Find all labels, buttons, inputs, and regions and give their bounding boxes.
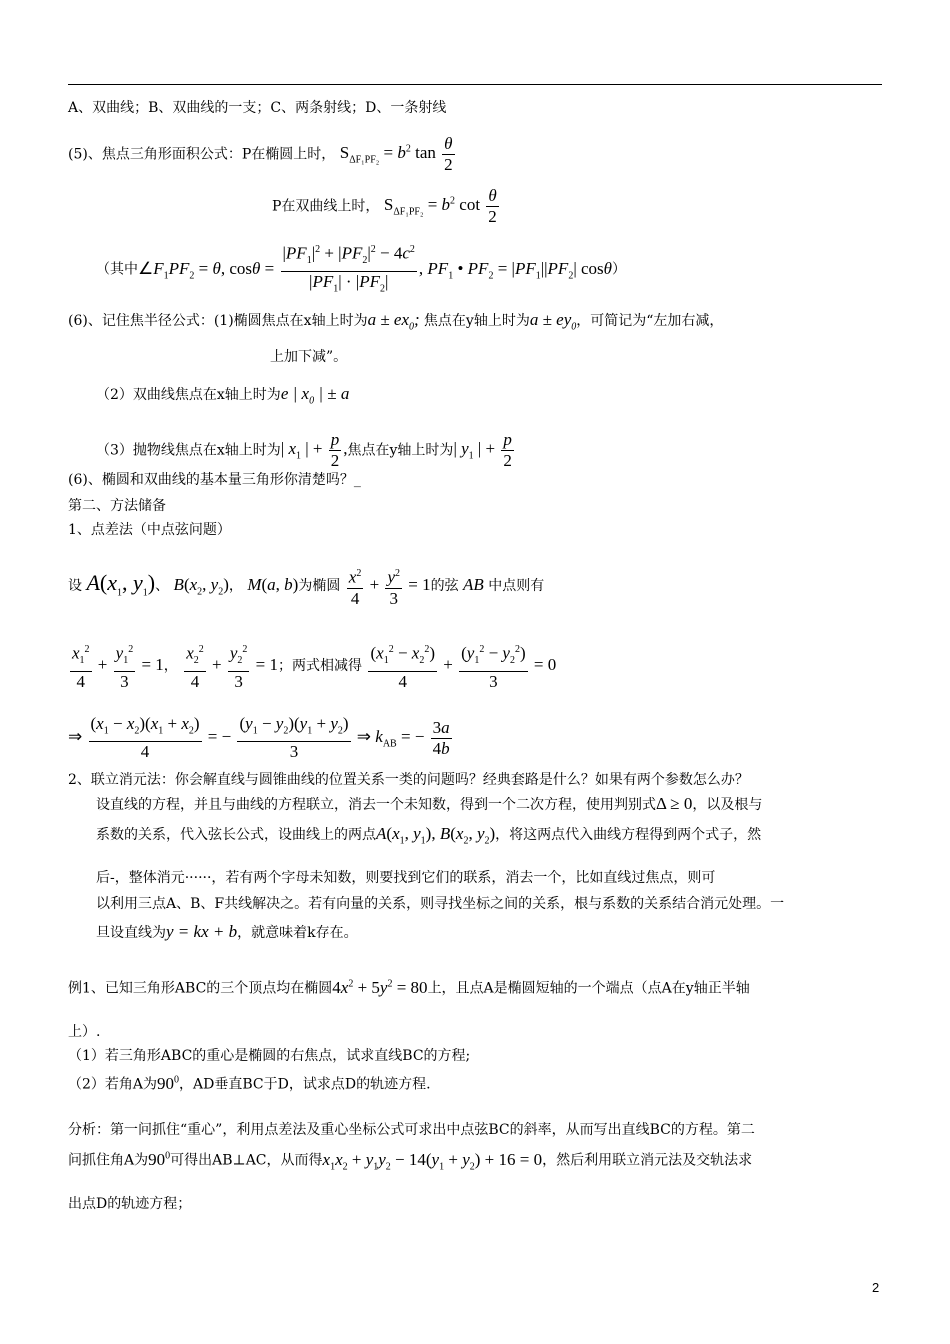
m1-chord: 的弦 bbox=[430, 578, 459, 595]
formula-ellipse-80: $4x^2 + 5y^2 = 80$ bbox=[332, 977, 428, 997]
item6-label: (6)、记住焦半径公式：(1) bbox=[68, 313, 234, 329]
method2-p5 bbox=[96, 922, 358, 943]
formula-discriminant: Δ ≥ 0 bbox=[656, 794, 693, 813]
example1-line2: 上）. bbox=[68, 1024, 101, 1040]
item6-line1 bbox=[68, 310, 723, 337]
formula-x1-p2: | $x_1$ | + $\frac{p}{2}$ , bbox=[280, 430, 348, 470]
formula-area-ellipse: $S_{\Delta F_1PF_2} = b^2$ tan $\frac{\theta}{2}$ bbox=[339, 134, 453, 174]
ex1-q2b: ，AD垂直BC于D，试求点D的轨迹方程. bbox=[179, 1076, 431, 1093]
method1-result bbox=[68, 714, 454, 762]
item6-line2 bbox=[96, 384, 349, 411]
an-2c: ，然后利用联立消元法及交轨法求 bbox=[542, 1152, 753, 1169]
formula-ab: AB bbox=[463, 575, 484, 595]
item6-parabola-x: （3）抛物线焦点在x轴上时为 bbox=[96, 442, 281, 459]
method1-setup: 设 $A(x_1$, $y_1$)、 $B(x_2$, $y_2$)， M(a, b)为椭圆 $\frac{x^2}{4}$ + $\frac{y^2}{3}$ = 1的弦 AB 中点则有 bbox=[68, 564, 544, 609]
item5-note bbox=[96, 240, 626, 299]
an-2a: 问抓住角A为 bbox=[68, 1152, 149, 1169]
formula-a-ey0: $a \pm ey_0$ bbox=[529, 310, 577, 333]
ex1-q2a: （2）若角A为 bbox=[68, 1076, 158, 1093]
m2-p1: 设直线的方程，并且与曲线的方程联立，消去一个未知数，得到一个二次方程，使用判别式 bbox=[96, 797, 656, 813]
item5-hyperbola-prefix: P在双曲线上时， bbox=[272, 198, 380, 215]
page-number: 2 bbox=[872, 1280, 880, 1295]
item6-mnemonic-cont: 上加下减”。 bbox=[270, 349, 348, 365]
item5-ellipse-prefix: P在椭圆上时， bbox=[241, 146, 336, 163]
formula-90deg: $90^0$ bbox=[157, 1073, 180, 1093]
formula-e-x0: e | $x_0$ | ± a bbox=[280, 384, 350, 407]
options-line: A、双曲线；B、双曲线的一支；C、两条射线；D、一条射线 bbox=[68, 100, 447, 116]
formula-slope: ⇒ $\frac{(x_1 - x_2)(x_1 + x_2)}{4}$ = − $\frac{(y_1 - y_2)(y_1 + y_2)}{3}$ ⇒ $k_{AB}$ = − $\frac{3a}{4b}$ bbox=[68, 714, 450, 762]
analysis-line2 bbox=[68, 1146, 752, 1177]
m2-p2b: ，将这两点代入曲线方程得到两个式子，然 bbox=[495, 827, 762, 843]
method1-equations: $\frac{x_1^2}{4}$ + $\frac{y_1^2}{3}$ = 1， $\frac{x_2^2}{4}$ + $\frac{y_2^2}{3}$ = 1；两式相减得 $\frac{(x_1^2 - x_2^2)}{4}$ + $\frac{(y_1^2 - y_2^2)}{3}$ = 0 bbox=[68, 640, 556, 692]
example1-line1 bbox=[68, 974, 750, 999]
m2-p1b: ，以及根与 bbox=[692, 797, 763, 813]
formula-line: y = kx + b bbox=[166, 922, 238, 941]
item6-ellipse-x: 椭圆焦点在x轴上时为 bbox=[233, 313, 368, 329]
m2-p2: 系数的关系，代入弦长公式，设曲线上的两点 bbox=[96, 827, 376, 843]
item5-ellipse bbox=[68, 134, 457, 175]
method2-p3: 后-，整体消元······，若有两个字母未知数，则要找到它们的联系，消去一个，比如直线过焦点，则可 bbox=[96, 870, 716, 886]
formula-two-points: $A(x_1$, $y_1$), $B(x_2$, $y_2$) bbox=[376, 824, 496, 847]
m1-sep: 、 bbox=[155, 578, 170, 595]
method2-title: 2、联立消元法：你会解直线与圆锥曲线的位置关系一类的问题吗？经典套路是什么？如果有两个参数怎么办？ bbox=[68, 772, 749, 788]
note-close: ） bbox=[612, 261, 626, 278]
item5-label: (5)、焦点三角形面积公式： bbox=[68, 146, 242, 163]
item6-hyperbola: （2）双曲线焦点在x轴上时为 bbox=[96, 387, 281, 403]
formula-angle: $\angle F_1PF_2 = \theta$, cosθ = $\frac{|PF_1|^2 + |PF_2|^2 - 4c^2}{|PF_1| \cdot |PF_2|}$ , $PF_1$ • $PF_2 = |PF_1||PF_2|$ cosθ bbox=[138, 259, 612, 278]
formula-point-b: $B(x_2$, $y_2$) bbox=[173, 575, 229, 598]
formula-eq1: $\frac{x_1^2}{4}$ + $\frac{y_1^2}{3}$ = 1 bbox=[68, 655, 164, 674]
analysis-line3: 出点D的轨迹方程； bbox=[68, 1196, 192, 1212]
m1-subtract: ；两式相减得 bbox=[278, 657, 363, 674]
m1-is-ellipse: 为椭圆 bbox=[298, 578, 341, 595]
formula-perpendicular: $x_1x_2 + y_1y_2 - 14(y_1 + y_2) + 16 = 0$ bbox=[322, 1149, 543, 1173]
header-rule bbox=[68, 84, 882, 85]
m1-set: 设 bbox=[68, 578, 82, 595]
example1-q2 bbox=[68, 1070, 431, 1095]
item6-ellipse-y: 焦点在y轴上时为 bbox=[423, 313, 530, 329]
section2-heading: 第二、方法储备 bbox=[68, 498, 166, 514]
example1-q1: （1）若三角形ABC的重心是椭圆的右焦点，试求直线BC的方程; bbox=[68, 1048, 471, 1064]
method2-p1 bbox=[96, 794, 762, 815]
m2-p5a: 旦设直线为 bbox=[96, 925, 166, 941]
formula-point-m: M(a, b) bbox=[247, 575, 299, 595]
item6-line3 bbox=[96, 430, 516, 471]
formula-a-ex0: $a \pm ex_0$; bbox=[367, 310, 424, 333]
item6b: (6)、椭圆和双曲线的基本量三角形你清楚吗？_ bbox=[68, 472, 361, 488]
note-open: （其中 bbox=[96, 261, 138, 278]
formula-ellipse: $\frac{x^2}{4}$ + $\frac{y^2}{3}$ = 1 bbox=[345, 575, 431, 594]
item5-hyperbola bbox=[272, 186, 501, 227]
method1-title: 1、点差法（中点弦问题） bbox=[68, 522, 231, 538]
ex1-a: 例1、已知三角形ABC的三个顶点均在椭圆 bbox=[68, 980, 333, 997]
method2-p2 bbox=[96, 824, 761, 851]
an-2b: 可得出AB⊥AC，从而得 bbox=[170, 1152, 323, 1169]
formula-area-hyperbola: $S_{\Delta F_1PF_2} = b^2$ cot $\frac{\theta}{2}$ bbox=[383, 186, 497, 226]
formula-eq2: $\frac{x_2^2}{4}$ + $\frac{y_2^2}{3}$ = 1 bbox=[182, 655, 278, 674]
formula-y1-p2: | $y_1$ | + $\frac{p}{2}$ bbox=[453, 430, 512, 470]
ex1-b: 上，且点A是椭圆短轴的一个端点（点A在y轴正半轴 bbox=[427, 980, 750, 997]
formula-difference: $\frac{(x_1^2 - x_2^2)}{4}$ + $\frac{(y_1^2 - y_2^2)}{3}$ = 0 bbox=[366, 655, 556, 674]
m1-midpoint: 中点则有 bbox=[488, 578, 545, 595]
formula-point-a: $A(x_1$, $y_1$) bbox=[86, 570, 156, 599]
analysis-line1: 分析：第一问抓住“重心”，利用点差法及重心坐标公式可求出中点弦BC的斜率，从而写出直线BC的方程。第二 bbox=[68, 1122, 755, 1138]
item6-parabola-y: 焦点在y轴上时为 bbox=[347, 442, 454, 459]
item6-mnemonic: ，可简记为“左加右减， bbox=[576, 313, 724, 329]
method2-p4: 以利用三点A、B、F共线解决之。若有向量的关系，则寻找坐标之间的关系，根与系数的关系结合消元处理。一 bbox=[96, 896, 785, 912]
formula-90deg-2: $90^0$ bbox=[148, 1149, 171, 1169]
m2-p5b: ，就意味着k存在。 bbox=[237, 925, 358, 941]
